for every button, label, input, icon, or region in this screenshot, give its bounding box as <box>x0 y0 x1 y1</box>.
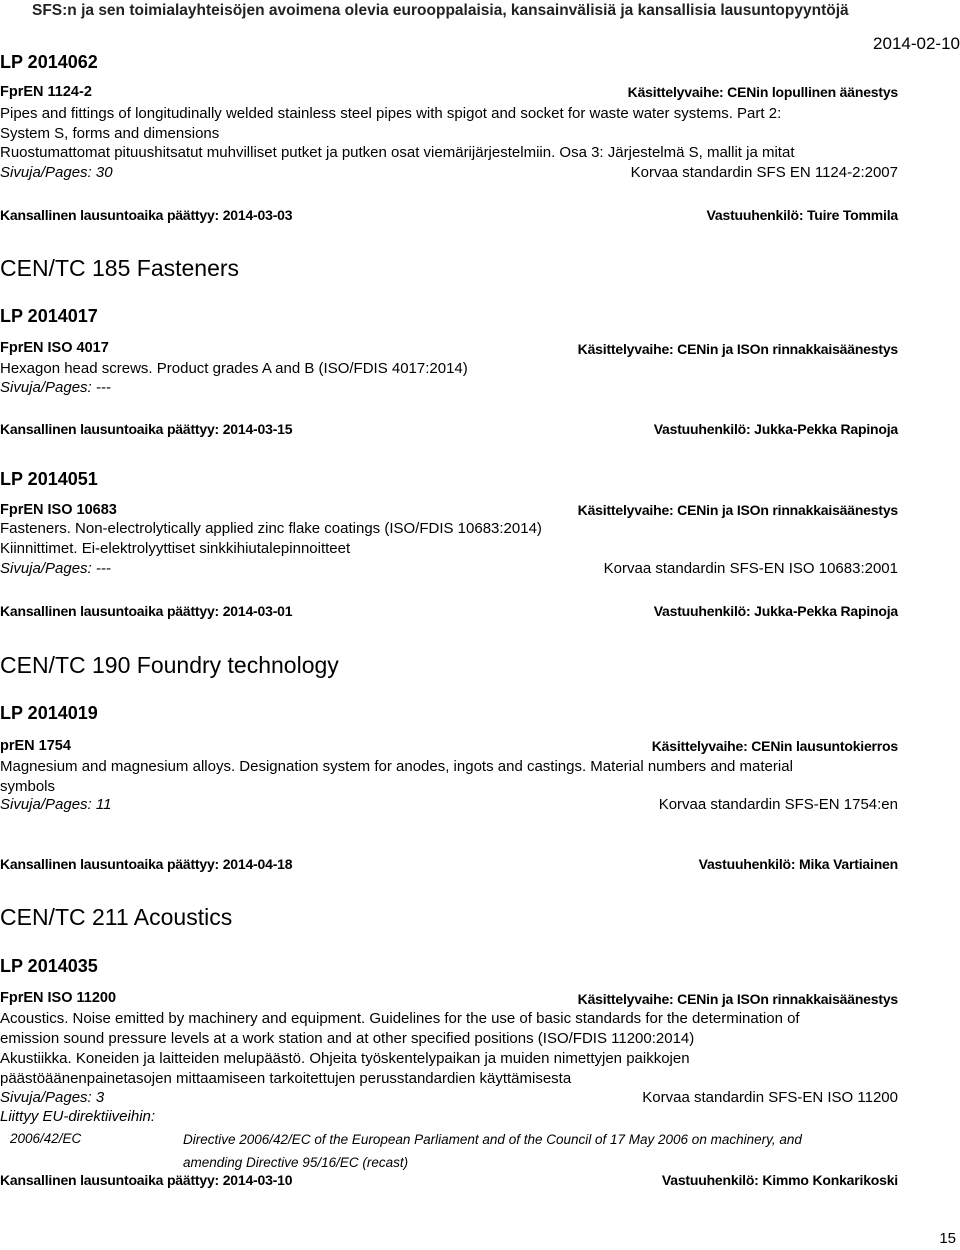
lp-number: LP 2014062 <box>0 52 98 72</box>
document-date: 2014-02-10 <box>873 34 960 53</box>
title-finnish-line-2: päästöäänenpainetasojen mittaamiseen tarkoitettujen perusstandardien käyttämisesta <box>0 1070 572 1087</box>
contact-person: Vastuuhenkilö: Jukka-Pekka Rapinoja <box>653 603 898 619</box>
comment-deadline: Kansallinen lausuntoaika päättyy: 2014-03-15 <box>0 421 293 437</box>
title-finnish: Ruostumattomat pituushitsatut muhvilliset putket ja putken osat viemärijärjestelmiin. Osa 3: Järjestelmä S, mallit ja mitat <box>0 144 795 161</box>
committee-heading: CEN/TC 185 Fasteners <box>0 255 240 281</box>
comment-deadline: Kansallinen lausuntoaika päättyy: 2014-04-18 <box>0 856 293 872</box>
directive-description: Directive 2006/42/EC of the European Parliament and of the Council of 17 May 2006 on machinery, and amending Directive 95/16/EC (recast) <box>183 1132 802 1170</box>
comment-deadline: Kansallinen lausuntoaika päättyy: 2014-03-03 <box>0 207 293 223</box>
committee-heading: CEN/TC 211 Acoustics <box>0 904 233 930</box>
standard-number: FprEN ISO 4017 <box>0 340 109 356</box>
page-number: 15 <box>939 1230 956 1247</box>
directive-code: 2006/42/EC <box>10 1131 82 1146</box>
processing-stage: Käsittelyvaihe: CENin lopullinen äänestys <box>627 84 898 100</box>
title-finnish-line-1: Akustiikka. Koneiden ja laitteiden melupäästö. Ohjeita työskentelypaikan ja muiden nimettyjen paikkojen <box>0 1050 690 1067</box>
committee-heading: CEN/TC 190 Foundry technology <box>0 652 339 678</box>
standard-number: FprEN ISO 11200 <box>0 990 117 1006</box>
replaces-standard: Korvaa standardin SFS-EN 1754:en <box>658 796 898 813</box>
standard-number: FprEN 1124-2 <box>0 84 92 100</box>
contact-person: Vastuuhenkilö: Mika Vartiainen <box>698 856 898 872</box>
page-header-title: SFS:n ja sen toimialayhteisöjen avoimena olevia eurooppalaisia, kansainvälisiä ja kansallisia lausuntopyyntöjä <box>32 2 849 19</box>
title-english-line-1: Acoustics. Noise emitted by machinery and equipment. Guidelines for the use of basic standards for the determination of <box>0 1010 800 1027</box>
contact-person: Vastuuhenkilö: Jukka-Pekka Rapinoja <box>653 421 898 437</box>
title-english-line-2: symbols <box>0 778 56 795</box>
title-finnish: Kiinnittimet. Ei-elektrolyyttiset sinkkihiutalepinnoitteet <box>0 540 351 557</box>
replaces-standard: Korvaa standardin SFS-EN ISO 11200 <box>642 1089 898 1106</box>
page-count: Sivuja/Pages: 11 <box>0 796 112 813</box>
standard-number: prEN 1754 <box>0 738 71 754</box>
lp-number: LP 2014017 <box>0 306 98 326</box>
eu-directives-label: Liittyy EU-direktiiveihin: <box>0 1108 156 1125</box>
comment-deadline: Kansallinen lausuntoaika päättyy: 2014-03-01 <box>0 603 293 619</box>
title-english-line-2: System S, forms and dimensions <box>0 125 220 142</box>
title-english-line-1: Magnesium and magnesium alloys. Designation system for anodes, ingots and castings. Material numbers and material <box>0 758 793 775</box>
processing-stage: Käsittelyvaihe: CENin lausuntokierros <box>651 738 898 754</box>
processing-stage: Käsittelyvaihe: CENin ja ISOn rinnakkaisäänestys <box>577 991 898 1007</box>
contact-person: Vastuuhenkilö: Kimmo Konkarikoski <box>661 1172 898 1188</box>
contact-person: Vastuuhenkilö: Tuire Tommila <box>706 207 898 223</box>
title-english-line-1: Pipes and fittings of longitudinally welded stainless steel pipes with spigot and socket for waste water systems. Part 2: <box>0 105 782 122</box>
replaces-standard: Korvaa standardin SFS-EN ISO 10683:2001 <box>603 560 898 577</box>
title-english: Hexagon head screws. Product grades A and B (ISO/FDIS 4017:2014) <box>0 360 468 377</box>
replaces-standard: Korvaa standardin SFS EN 1124-2:2007 <box>630 164 898 181</box>
lp-number: LP 2014051 <box>0 469 98 489</box>
lp-number: LP 2014019 <box>0 703 98 723</box>
lp-number: LP 2014035 <box>0 956 98 976</box>
standard-number: FprEN ISO 10683 <box>0 502 117 518</box>
title-english: Fasteners. Non-electrolytically applied zinc flake coatings (ISO/FDIS 10683:2014) <box>0 520 542 537</box>
title-english-line-2: emission sound pressure levels at a work station and at other specified positions (ISO/FDIS 11200:2014) <box>0 1030 695 1047</box>
page-count: Sivuja/Pages: 30 <box>0 164 113 181</box>
page-count: Sivuja/Pages: --- <box>0 560 111 577</box>
page-count: Sivuja/Pages: 3 <box>0 1089 105 1106</box>
processing-stage: Käsittelyvaihe: CENin ja ISOn rinnakkaisäänestys <box>577 502 898 518</box>
processing-stage: Käsittelyvaihe: CENin ja ISOn rinnakkaisäänestys <box>577 341 898 357</box>
comment-deadline: Kansallinen lausuntoaika päättyy: 2014-03-10 <box>0 1172 293 1188</box>
page-count: Sivuja/Pages: --- <box>0 379 111 396</box>
